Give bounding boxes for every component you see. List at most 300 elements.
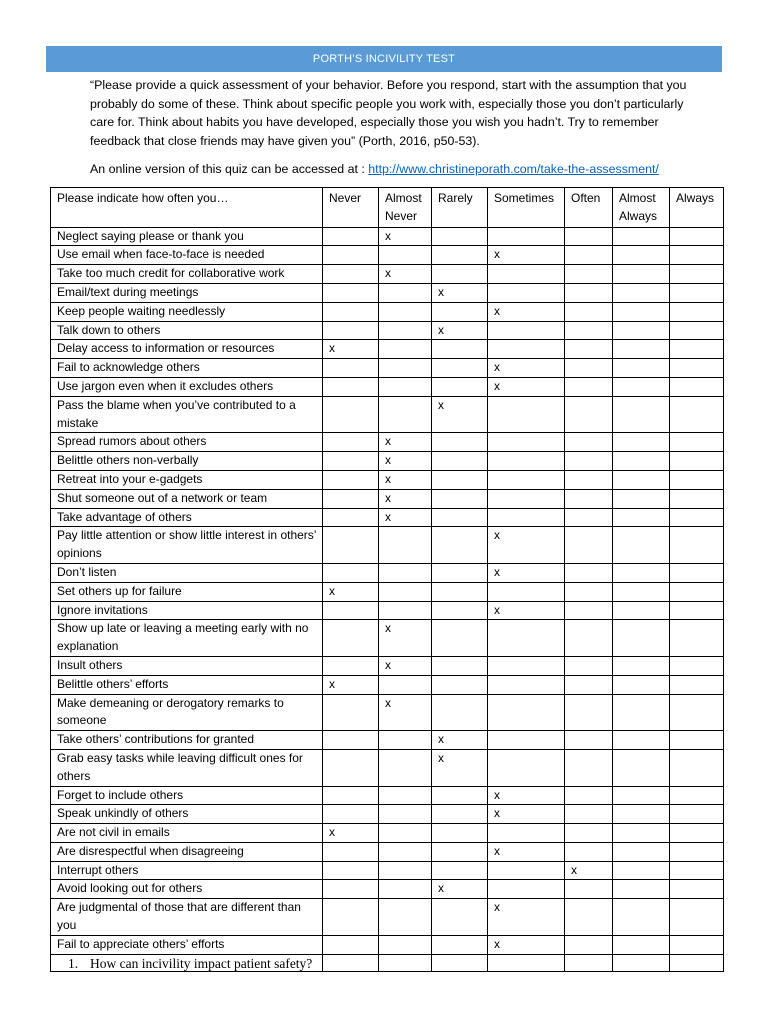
- online-version-label: An online version of this quiz can be accessed at :: [90, 162, 369, 176]
- table-row: [51, 321, 724, 340]
- empty-cell: [613, 452, 670, 471]
- empty-cell: [565, 452, 613, 471]
- behavior-cell: Are disrespectful when disagreeing: [51, 842, 323, 861]
- behavior-cell: Don’t listen: [51, 563, 323, 582]
- answer-mark: x: [379, 508, 432, 527]
- empty-cell: [488, 954, 565, 971]
- empty-cell: [670, 283, 724, 302]
- empty-cell: [432, 452, 488, 471]
- empty-cell: [323, 842, 379, 861]
- empty-cell: [613, 601, 670, 620]
- table-row: [51, 377, 724, 396]
- empty-cell: [488, 731, 565, 750]
- empty-cell: [379, 246, 432, 265]
- behavior-cell: Insult others: [51, 656, 323, 675]
- table-row: [51, 731, 724, 750]
- empty-cell: [323, 452, 379, 471]
- behavior-cell: Shut someone out of a network or team: [51, 489, 323, 508]
- empty-cell: [432, 246, 488, 265]
- empty-cell: [613, 861, 670, 880]
- empty-cell: [565, 489, 613, 508]
- empty-cell: [565, 508, 613, 527]
- empty-cell: [565, 359, 613, 378]
- empty-cell: [670, 246, 724, 265]
- empty-cell: [670, 749, 724, 786]
- empty-cell: [565, 842, 613, 861]
- empty-cell: [565, 880, 613, 899]
- empty-cell: [379, 954, 432, 971]
- empty-cell: [565, 805, 613, 824]
- empty-cell: [670, 731, 724, 750]
- behavior-cell: Pass the blame when you’ve contributed to a mistake: [51, 396, 323, 433]
- empty-cell: [379, 340, 432, 359]
- empty-cell: [323, 620, 379, 657]
- empty-cell: [323, 694, 379, 731]
- table-row: [51, 582, 724, 601]
- behavior-cell: Fail to acknowledge others: [51, 359, 323, 378]
- answer-mark: x: [379, 227, 432, 246]
- behavior-cell: Take advantage of others: [51, 508, 323, 527]
- empty-cell: [565, 265, 613, 284]
- empty-cell: [613, 489, 670, 508]
- answer-mark: x: [323, 675, 379, 694]
- empty-cell: [323, 749, 379, 786]
- empty-cell: [670, 935, 724, 954]
- empty-cell: [565, 527, 613, 564]
- empty-cell: [379, 861, 432, 880]
- behavior-cell: Spread rumors about others: [51, 433, 323, 452]
- empty-cell: [432, 340, 488, 359]
- column-header: Almost Always: [613, 188, 670, 228]
- behavior-cell: Keep people waiting needlessly: [51, 302, 323, 321]
- empty-cell: [432, 359, 488, 378]
- behavior-cell: Delay access to information or resources: [51, 340, 323, 359]
- empty-cell: [432, 805, 488, 824]
- empty-cell: [670, 470, 724, 489]
- answer-mark: x: [379, 470, 432, 489]
- empty-cell: [323, 246, 379, 265]
- empty-cell: [488, 749, 565, 786]
- empty-cell: [670, 824, 724, 843]
- empty-cell: [670, 842, 724, 861]
- intro-quote: “Please provide a quick assessment of your behavior. Before you respond, start with the assumption that you probably do some of these. Think about specific people you work with, especially those you don’t particularly care for. Think about habits you have developed, especially those you wish you hadn’t. Try to remember feedback that close friends may have given you” (Porth, 2016, p50-53).: [90, 78, 687, 148]
- table-row: [51, 694, 724, 731]
- empty-cell: [432, 694, 488, 731]
- answer-mark: x: [488, 786, 565, 805]
- empty-cell: [379, 935, 432, 954]
- empty-cell: [613, 582, 670, 601]
- empty-cell: [488, 433, 565, 452]
- empty-cell: [432, 675, 488, 694]
- behavior-cell: Use email when face-to-face is needed: [51, 246, 323, 265]
- answer-mark: x: [323, 582, 379, 601]
- empty-cell: [379, 675, 432, 694]
- behavior-cell: Are judgmental of those that are different than you: [51, 899, 323, 936]
- empty-cell: [613, 359, 670, 378]
- empty-cell: [488, 470, 565, 489]
- empty-cell: [323, 527, 379, 564]
- empty-cell: [565, 377, 613, 396]
- empty-cell: [323, 396, 379, 433]
- empty-cell: [670, 489, 724, 508]
- empty-cell: [565, 433, 613, 452]
- empty-cell: [565, 283, 613, 302]
- empty-cell: [323, 283, 379, 302]
- table-row: [51, 880, 724, 899]
- empty-cell: [613, 508, 670, 527]
- empty-cell: [488, 880, 565, 899]
- empty-cell: [432, 265, 488, 284]
- empty-cell: [432, 620, 488, 657]
- table-row: [51, 805, 724, 824]
- empty-cell: [379, 842, 432, 861]
- empty-cell: [323, 359, 379, 378]
- empty-cell: [432, 470, 488, 489]
- empty-cell: [432, 954, 488, 971]
- empty-cell: [379, 283, 432, 302]
- table-row: [51, 265, 724, 284]
- answer-mark: x: [379, 489, 432, 508]
- empty-cell: [488, 321, 565, 340]
- empty-cell: [379, 880, 432, 899]
- empty-cell: [565, 321, 613, 340]
- empty-cell: [488, 283, 565, 302]
- empty-cell: [323, 377, 379, 396]
- empty-cell: [379, 824, 432, 843]
- answer-mark: x: [432, 396, 488, 433]
- empty-cell: [670, 321, 724, 340]
- behavior-cell: Take too much credit for collaborative work: [51, 265, 323, 284]
- empty-cell: [379, 601, 432, 620]
- behavior-cell: Grab easy tasks while leaving difficult ones for others: [51, 749, 323, 786]
- empty-cell: [379, 899, 432, 936]
- empty-cell: [670, 563, 724, 582]
- empty-cell: [613, 246, 670, 265]
- behavior-cell: Talk down to others: [51, 321, 323, 340]
- behavior-cell: Pay little attention or show little interest in others’ opinions: [51, 527, 323, 564]
- empty-cell: [379, 359, 432, 378]
- empty-cell: [488, 227, 565, 246]
- answer-mark: x: [432, 283, 488, 302]
- answer-mark: x: [432, 749, 488, 786]
- table-row: [51, 489, 724, 508]
- answer-mark: x: [379, 452, 432, 471]
- table-row: [51, 861, 724, 880]
- empty-cell: [379, 786, 432, 805]
- empty-cell: [670, 675, 724, 694]
- empty-cell: [565, 935, 613, 954]
- empty-cell: [323, 935, 379, 954]
- empty-cell: [488, 620, 565, 657]
- table-row: [51, 935, 724, 954]
- empty-cell: [432, 786, 488, 805]
- table-row: [51, 899, 724, 936]
- empty-cell: [379, 396, 432, 433]
- empty-cell: [488, 508, 565, 527]
- table-body: [51, 227, 724, 971]
- empty-cell: [670, 359, 724, 378]
- empty-cell: [565, 656, 613, 675]
- answer-mark: x: [432, 731, 488, 750]
- behavior-cell: Belittle others’ efforts: [51, 675, 323, 694]
- empty-cell: [670, 899, 724, 936]
- table-row: [51, 433, 724, 452]
- empty-cell: [613, 340, 670, 359]
- table-row: [51, 601, 724, 620]
- empty-cell: [323, 508, 379, 527]
- prompt-header: Please indicate how often you…: [51, 188, 323, 228]
- empty-cell: [613, 675, 670, 694]
- empty-cell: [670, 433, 724, 452]
- empty-cell: [613, 265, 670, 284]
- empty-cell: [670, 601, 724, 620]
- table-row: [51, 359, 724, 378]
- empty-cell: [432, 824, 488, 843]
- empty-cell: [670, 880, 724, 899]
- empty-cell: [432, 563, 488, 582]
- table-row: [51, 470, 724, 489]
- empty-cell: [379, 527, 432, 564]
- empty-cell: [565, 620, 613, 657]
- behavior-cell: Set others up for failure: [51, 582, 323, 601]
- behavior-cell: Neglect saying please or thank you: [51, 227, 323, 246]
- column-header: Often: [565, 188, 613, 228]
- empty-cell: [613, 880, 670, 899]
- table-row: [51, 842, 724, 861]
- empty-cell: [323, 880, 379, 899]
- empty-cell: [670, 620, 724, 657]
- empty-cell: [379, 377, 432, 396]
- behavior-cell: Avoid looking out for others: [51, 880, 323, 899]
- empty-cell: [323, 954, 379, 971]
- empty-cell: [323, 656, 379, 675]
- table-row: [51, 283, 724, 302]
- column-header: Never: [323, 188, 379, 228]
- empty-cell: [323, 433, 379, 452]
- answer-mark: x: [565, 861, 613, 880]
- empty-cell: [613, 527, 670, 564]
- answer-mark: x: [432, 880, 488, 899]
- empty-cell: [488, 861, 565, 880]
- empty-cell: [379, 563, 432, 582]
- answer-mark: x: [379, 620, 432, 657]
- behavior-cell: Forget to include others: [51, 786, 323, 805]
- empty-cell: [613, 954, 670, 971]
- answer-mark: x: [488, 377, 565, 396]
- empty-cell: [432, 582, 488, 601]
- empty-cell: [379, 731, 432, 750]
- empty-cell: [323, 470, 379, 489]
- empty-cell: [432, 302, 488, 321]
- empty-cell: [565, 954, 613, 971]
- answer-mark: x: [323, 824, 379, 843]
- answer-mark: x: [379, 265, 432, 284]
- behavior-cell: Interrupt others: [51, 861, 323, 880]
- empty-cell: [323, 489, 379, 508]
- empty-cell: [565, 563, 613, 582]
- question-text: How can incivility impact patient safety?: [90, 956, 313, 971]
- answer-mark: x: [323, 340, 379, 359]
- empty-cell: [565, 582, 613, 601]
- empty-cell: [488, 824, 565, 843]
- empty-cell: [565, 302, 613, 321]
- table-row: [51, 340, 724, 359]
- empty-cell: [670, 452, 724, 471]
- behavior-cell: Email/text during meetings: [51, 283, 323, 302]
- empty-cell: [565, 694, 613, 731]
- discussion-question: [68, 956, 312, 972]
- column-header: Almost Never: [379, 188, 432, 228]
- empty-cell: [565, 749, 613, 786]
- table-row: [51, 749, 724, 786]
- behavior-cell: Belittle others non-verbally: [51, 452, 323, 471]
- empty-cell: [488, 452, 565, 471]
- empty-cell: [488, 656, 565, 675]
- empty-cell: [670, 227, 724, 246]
- answer-mark: x: [488, 935, 565, 954]
- empty-cell: [613, 842, 670, 861]
- empty-cell: [432, 527, 488, 564]
- table-row: [51, 675, 724, 694]
- column-header: Always: [670, 188, 724, 228]
- empty-cell: [565, 899, 613, 936]
- empty-cell: [432, 842, 488, 861]
- table-row: [51, 508, 724, 527]
- empty-cell: [432, 489, 488, 508]
- empty-cell: [323, 227, 379, 246]
- empty-cell: [432, 935, 488, 954]
- empty-cell: [613, 563, 670, 582]
- empty-cell: [670, 265, 724, 284]
- empty-cell: [670, 861, 724, 880]
- table-row: [51, 396, 724, 433]
- answer-mark: x: [488, 527, 565, 564]
- answer-mark: x: [379, 694, 432, 731]
- empty-cell: [613, 786, 670, 805]
- empty-cell: [670, 302, 724, 321]
- column-header: Rarely: [432, 188, 488, 228]
- answer-mark: x: [488, 805, 565, 824]
- empty-cell: [613, 396, 670, 433]
- answer-mark: x: [488, 359, 565, 378]
- empty-cell: [565, 786, 613, 805]
- empty-cell: [323, 861, 379, 880]
- empty-cell: [379, 582, 432, 601]
- empty-cell: [670, 694, 724, 731]
- empty-cell: [613, 377, 670, 396]
- empty-cell: [323, 321, 379, 340]
- behavior-cell: Make demeaning or derogatory remarks to someone: [51, 694, 323, 731]
- behavior-cell: Speak unkindly of others: [51, 805, 323, 824]
- empty-cell: [613, 283, 670, 302]
- empty-cell: [670, 582, 724, 601]
- empty-cell: [488, 265, 565, 284]
- empty-cell: [613, 433, 670, 452]
- empty-cell: [613, 899, 670, 936]
- answer-mark: x: [488, 302, 565, 321]
- answer-mark: x: [432, 321, 488, 340]
- empty-cell: [670, 340, 724, 359]
- empty-cell: [565, 601, 613, 620]
- empty-cell: [613, 694, 670, 731]
- answer-mark: x: [488, 246, 565, 265]
- empty-cell: [670, 954, 724, 971]
- column-header: Sometimes: [488, 188, 565, 228]
- table-row: [51, 227, 724, 246]
- table-row: [51, 824, 724, 843]
- empty-cell: [670, 396, 724, 433]
- empty-cell: [670, 805, 724, 824]
- empty-cell: [432, 508, 488, 527]
- page-title: PORTH’S INCIVILITY TEST: [46, 46, 722, 72]
- empty-cell: [565, 731, 613, 750]
- behavior-cell: Take others’ contributions for granted: [51, 731, 323, 750]
- table-row: [51, 527, 724, 564]
- empty-cell: [565, 675, 613, 694]
- empty-cell: [488, 694, 565, 731]
- table-row: [51, 452, 724, 471]
- behavior-cell: Show up late or leaving a meeting early with no explanation: [51, 620, 323, 657]
- empty-cell: [613, 749, 670, 786]
- empty-cell: [323, 731, 379, 750]
- empty-cell: [613, 824, 670, 843]
- empty-cell: [323, 563, 379, 582]
- empty-cell: [323, 786, 379, 805]
- behavior-cell: Fail to appreciate others’ efforts: [51, 935, 323, 954]
- empty-cell: [379, 749, 432, 786]
- table-row: [51, 620, 724, 657]
- empty-cell: [670, 377, 724, 396]
- online-version-line: [90, 160, 730, 178]
- empty-cell: [488, 675, 565, 694]
- answer-mark: x: [488, 563, 565, 582]
- answer-mark: x: [488, 899, 565, 936]
- empty-cell: [432, 656, 488, 675]
- empty-cell: [488, 582, 565, 601]
- empty-cell: [488, 396, 565, 433]
- empty-cell: [323, 805, 379, 824]
- answer-mark: x: [488, 842, 565, 861]
- empty-cell: [613, 620, 670, 657]
- empty-cell: [613, 731, 670, 750]
- assessment-link[interactable]: http://www.christineporath.com/take-the-assessment/: [368, 162, 659, 176]
- empty-cell: [565, 227, 613, 246]
- empty-cell: [323, 265, 379, 284]
- answer-mark: x: [379, 656, 432, 675]
- empty-cell: [323, 601, 379, 620]
- empty-cell: [379, 302, 432, 321]
- empty-cell: [488, 340, 565, 359]
- answer-mark: x: [488, 601, 565, 620]
- empty-cell: [432, 227, 488, 246]
- empty-cell: [565, 340, 613, 359]
- behavior-cell: Ignore invitations: [51, 601, 323, 620]
- empty-cell: [432, 861, 488, 880]
- behavior-cell: Are not civil in emails: [51, 824, 323, 843]
- table-row: [51, 656, 724, 675]
- empty-cell: [432, 601, 488, 620]
- behavior-cell: Retreat into your e-gadgets: [51, 470, 323, 489]
- table-header-row: [51, 188, 724, 228]
- empty-cell: [670, 527, 724, 564]
- empty-cell: [323, 899, 379, 936]
- empty-cell: [379, 805, 432, 824]
- question-number: 1.: [68, 956, 79, 971]
- table-row: [51, 786, 724, 805]
- empty-cell: [432, 433, 488, 452]
- empty-cell: [613, 302, 670, 321]
- empty-cell: [379, 321, 432, 340]
